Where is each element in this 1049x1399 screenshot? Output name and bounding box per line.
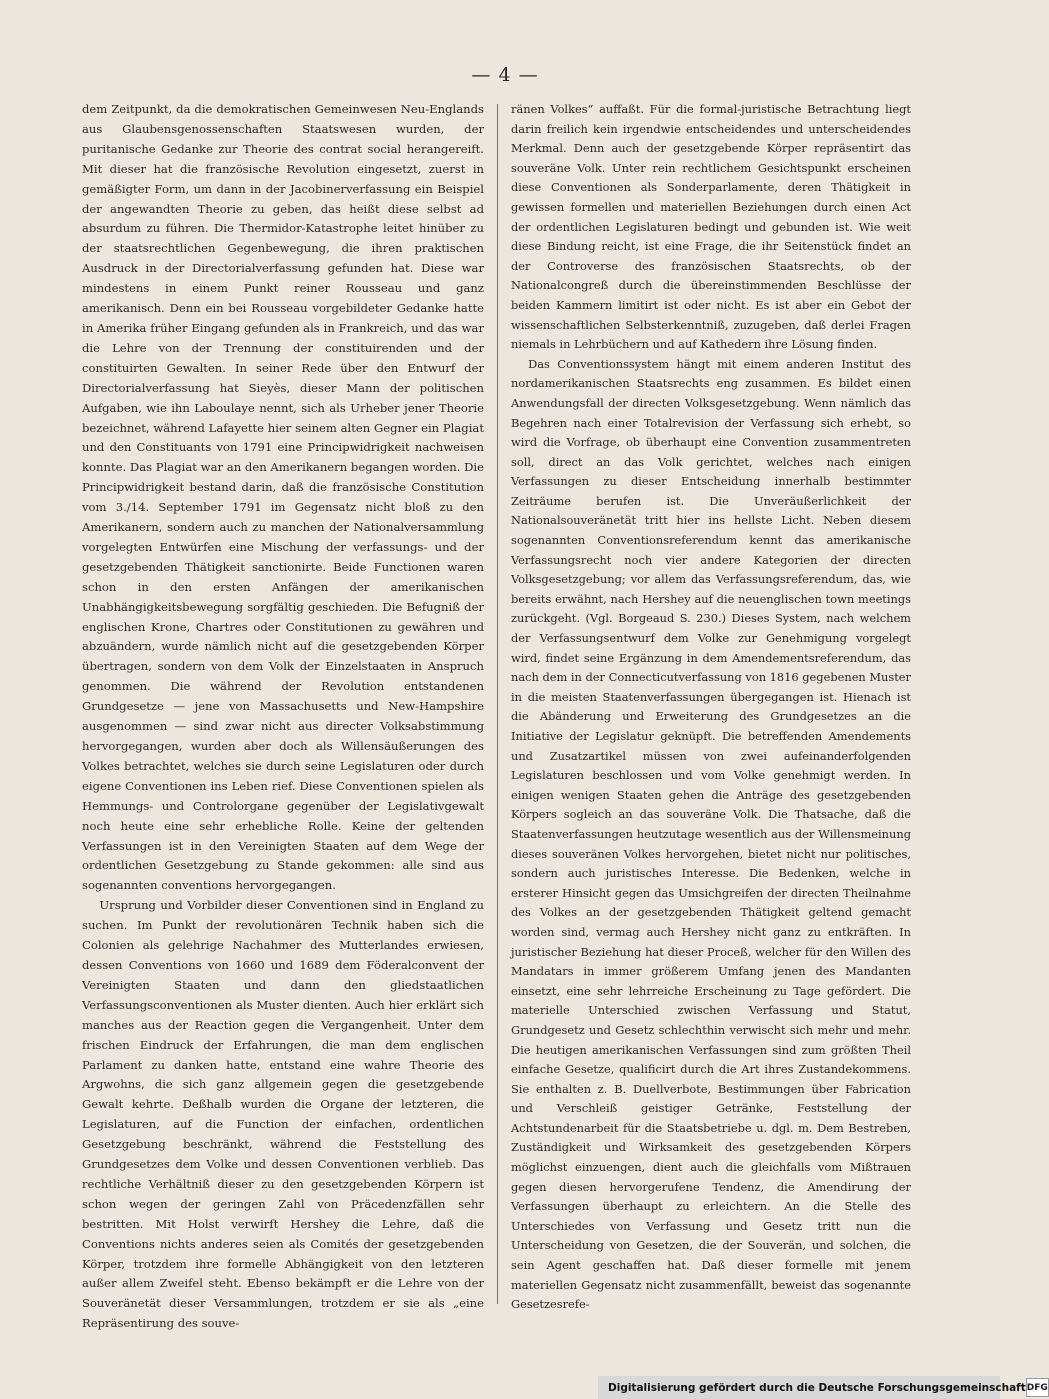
dfg-logo: DFG — [1026, 1378, 1049, 1397]
funding-footer — [598, 1376, 1048, 1399]
right-paragraph-1: ränen Volkes“ auffaßt. Für die formal-juristische Betrachtung liegt darin freilich kein irgendwie entscheidendes und unterscheidendes Merkmal. Denn auch der gesetzgebende Körper repräsentirt das souveräne Volk. Unter rein rechtlichem Gesichtspunkt erscheinen diese Conventionen als Sonderparlamente, deren Thätigkeit in gewissen formellen und materiellen Beziehungen durch einen Act der ordentlichen Legislaturen bedingt und gebunden ist. Wie weit diese Bindung reicht, ist eine Frage, die ihr Seitenstück findet an der Controverse des französischen Staatsrechts, ob der Nationalcongreß durch die übereinstimmenden Beschlüsse der beiden Kammern limitirt ist oder nicht. Es ist aber ein Gebot der wissenschaftlichen Selbsterkenntniß, zuzugeben, daß derlei Fragen niemals in Lehrbüchern und auf Kathedern ihre Lösung finden. — [511, 102, 911, 352]
left-paragraph-1: dem Zeitpunkt, da die demokratischen Gemeinwesen Neu-Englands aus Glaubensgenossenschaften Staatswesen wurden, der puritanische Gedanke zur Theorie des contrat social herangereift. Mit dieser hat die französische Revolution eingesetzt, zuerst in gemäßigter Form, um dann in der Jacobinerverfassung ein Beispiel der angewandten Theorie zu geben, das heißt diese selbst ad absurdum zu führen. Die Thermidor-Katastrophe leitet hinüber zu der staatsrechtlichen Gegenbewegung, die ihren praktischen Ausdruck in der Directorialverfassung gefunden hat. Diese war mindestens in einem Punkt reiner Rousseau und ganz amerikanisch. Denn ein bei Rousseau vorgebildeter Gedanke hatte in Amerika früher Eingang gefunden als in Frankreich, und das war die Lehre von der Trennung der constituirenden und der constituirten Gewalten. In seiner Rede über den Entwurf der Directorialverfassung hat Sieyès, dieser Mann der politischen Aufgaben, wie ihn Laboulaye nennt, sich als Urheber jener Theorie bezeichnet, während Lafayette hier seinem alten Gegner ein Plagiat und den Constituants von 1791 eine Principwidrigkeit nachweisen konnte. Das Plagiat war an den Amerikanern begangen worden. Die Principwidrigkeit bestand darin, daß die französische Constitution vom 3./14. September 1791 im Gegensatz nicht bloß zu den Amerikanern, sondern auch zu manchen der Nationalversammlung vorgelegten Entwürfen eine Mischung der verfassungs- und der gesetzgebenden Thätigkeit sanctionirte. Beide Functionen waren schon in den ersten Anfängen der amerikanischen Unabhängigkeitsbewegung sorgfältig geschieden. Die Befugniß der englischen Krone, Chartres oder Constitutionen zu gewähren und abzuändern, wurde nämlich nicht auf die gesetzgebenden Körper übertragen, sondern von dem Volk der Einzelstaaten in Anspruch genommen. Die während der Revolution entstandenen Grundgesetze — jene von Massachusetts und New-Hampshire ausgenommen — sind zwar nicht aus directer Volksabstimmung hervorgegangen, wurden aber doch als Willensäußerungen des Volkes betrachtet, welches sie durch seine Legislaturen oder durch eigene Conventionen ins Leben rief. Diese Conventionen spielen als Hemmungs- und Controlorgane gegenüber der Legislativgewalt noch heute eine sehr erhebliche Rolle. Keine der geltenden Verfassungen ist in den Vereinigten Staaten auf dem Wege der ordentlichen Gesetzgebung zu Stande gekommen: alle sind aus sogenannten conventions hervorgegangen. — [82, 102, 484, 893]
right-paragraph-2: Das Conventionssystem hängt mit einem anderen Institut des nordamerikanischen Staatsrechts eng zusammen. Es bildet einen Anwendungsfall der directen Volksgesetzgebung. Wenn nämlich das Begehren nach einer Totalrevision der Verfassung sich erhebt, so wird die Vorfrage, ob überhaupt eine Convention zusammentreten soll, direct an das Volk gerichtet, welches nach einigen Verfassungen zu dieser Entscheidung innerhalb bestimmter Zeiträume berufen ist. Die Unveräußerlichkeit der Nationalsouveränetät tritt hier ins hellste Licht. Neben diesem sogenannten Conventionsreferendum kennt das amerikanische Verfassungsrecht noch vier andere Kategorien der directen Volksgesetzgebung; vor allem das Verfassungsreferendum, das, wie bereits erwähnt, nach Hershey auf die neuenglischen town meetings zurückgeht. (Vgl. Borgeaud S. 230.) Dieses System, nach welchem der Verfassungsentwurf dem Volke zur Genehmigung vorgelegt wird, findet seine Ergänzung in dem Amendementsreferendum, das nach dem in der Connecticutverfassung von 1816 gegebenen Muster in die meisten Staatenverfassungen übergegangen ist. Hienach ist die Abänderung und Erweiterung des Grundgesetzes an die Initiative der Legislatur geknüpft. Die betreffenden Amendements und Zusatzartikel müssen von zwei aufeinanderfolgenden Legislaturen beschlossen und vom Volke genehmigt werden. In einigen wenigen Staaten gehen die Anträge des gesetzgebenden Körpers sogleich an das souveräne Volk. Die Thatsache, daß die Staatenverfassungen heutzutage wesentlich aus der Willensmeinung dieses souveränen Volkes hervorgehen, bietet nicht nur politisches, sondern auch juristisches Interesse. Die Bedenken, welche in ersterer Hinsicht gegen das Umsichgreifen der directen Theilnahme des Volkes an der gesetzgebenden Thätigkeit geltend gemacht worden sind, vermag auch Hershey nicht ganz zu entkräften. In juristischer Beziehung hat dieser Proceß, welcher für den Willen des Mandatars in immer größerem Umfang jenen des Mandanten einsetzt, eine sehr lehrreiche Erscheinung zu Tage gefördert. Die materielle Unterschied zwischen Verfassung und Statut, Grundgesetz und Gesetz schlechthin verwischt sich mehr und mehr. Die heutigen amerikanischen Verfassungen sind zum größten Theil einfache Gesetze, qualificirt durch die Art ihres Zustandekommens. Sie enthalten z. B. Duellverbote, Bestimmungen über Fabrication und Verschleiß geistiger Getränke, Feststellung der Achtstundenarbeit für die Staatsbetriebe u. dgl. m. Dem Bestreben, Zuständigkeit und Wirksamkeit des gesetzgebenden Körpers möglichst einzuengen, dient auch die gleichfalls vom Mißtrauen gegen diesen hervorgerufene Tendenz, die Amendirung der Verfassungen überhaupt zu erleichtern. An die Stelle des Unterschiedes von Verfassung und Gesetz tritt nun die Unterscheidung von Gesetzen, die der Souverän, und solchen, die sein Agent geschaffen hat. Daß dieser formelle mit jenem materiellen Gegensatz nicht zusammenfällt, beweist das sogenannte Gesetzesrefe- — [511, 356, 911, 1312]
left-paragraph-2: Ursprung und Vorbilder dieser Conventionen sind in England zu suchen. Im Punkt der revolutionären Technik haben sich die Colonien als gelehrige Nachahmer des Mutterlandes erwiesen, dessen Conventions von 1660 und 1689 dem Föderalconvent der Vereinigten Staaten und dann den gliedstaatlichen Verfassungsconventionen als Muster dienten. Auch hier erklärt sich manches aus der Reaction gegen die Vergangenheit. Unter dem frischen Eindruck der Erfahrungen, die man dem englischen Parlament zu danken hatte, entstand eine wahre Theorie des Argwohns, die sich ganz allgemein gegen die gesetzgebende Gewalt kehrte. Deßhalb wurden die Organe der letzteren, die Legislaturen, auf die Function der einfachen, ordentlichen Gesetzgebung beschränkt, während die Feststellung des Grundgesetzes dem Volke und dessen Conventionen verblieb. Das rechtliche Verhältniß dieser zu den gesetzgebenden Körpern ist schon wegen der geringen Zahl von Präcedenzfällen sehr bestritten. Mit Holst verwirft Hershey die Lehre, daß die Conventions nichts anderes seien als Comités der gesetzgebenden Körper, trotzdem ihre formelle Abhängigkeit von den letzteren außer allem Zweifel steht. Ebenso bekämpft er die Lehre von der Souveränetät dieser Versammlungen, trotzdem er sie als „eine Repräsentirung des souve- — [82, 898, 484, 1331]
funding-notice: Digitalisierung gefördert durch die Deutsche Forschungsgemeinschaft — [608, 1381, 1026, 1394]
column-divider — [497, 104, 498, 1304]
left-column — [82, 100, 484, 1334]
page-number: — 4 — — [471, 64, 539, 86]
right-column — [511, 100, 911, 1315]
